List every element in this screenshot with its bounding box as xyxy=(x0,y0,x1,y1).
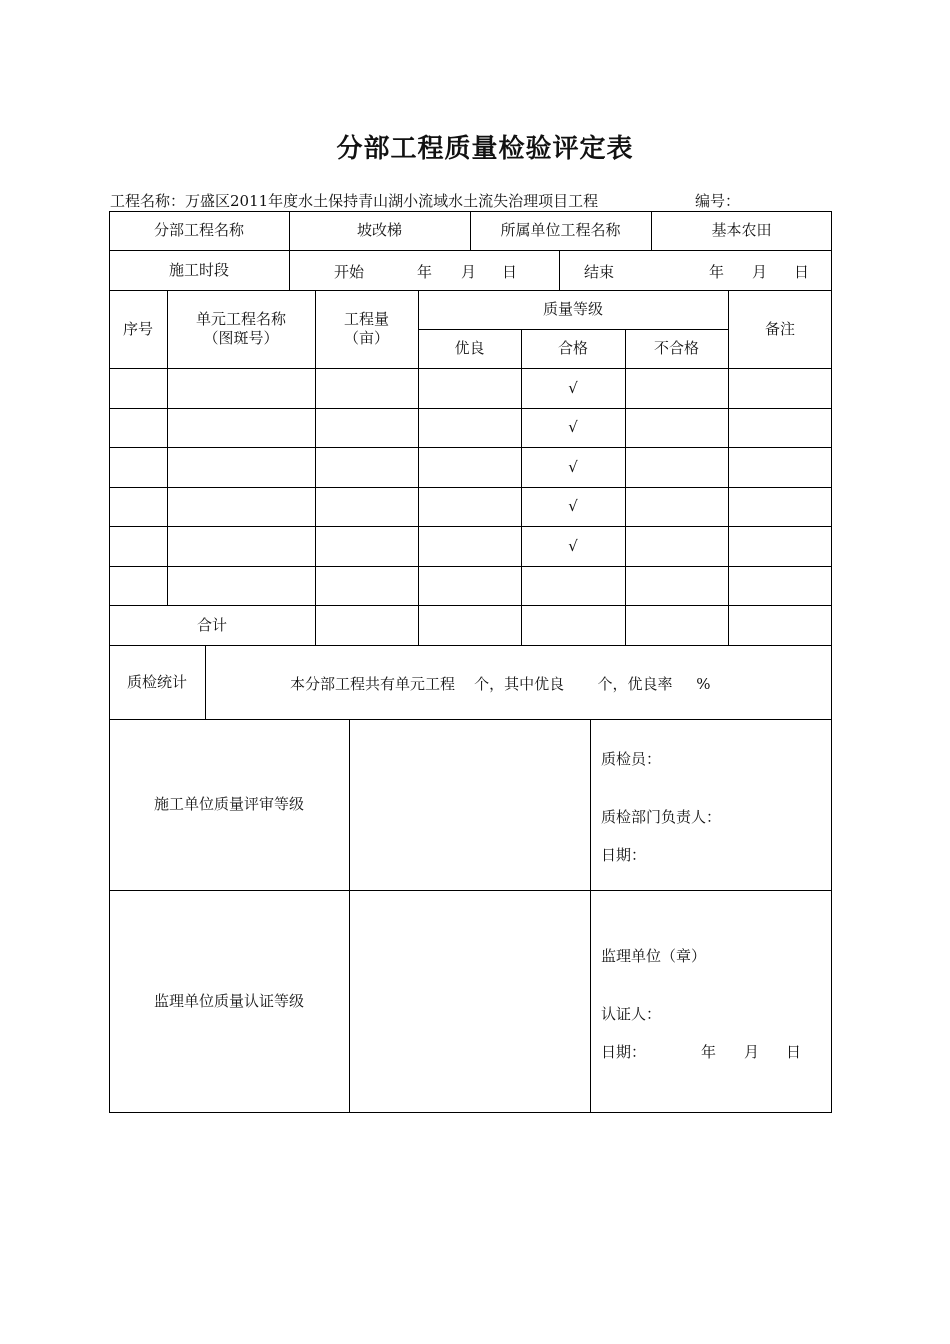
start-label: 开始 xyxy=(334,263,365,281)
col-unqualified-header: 不合格 xyxy=(653,339,699,357)
end-day-label: 日 xyxy=(794,263,810,281)
qualified-check-row-4: √ xyxy=(568,497,578,515)
number-label: 编号： xyxy=(695,192,741,210)
inspector-label: 质检员： xyxy=(601,750,662,768)
construction-unit-grade-label: 施工单位质量评审等级 xyxy=(153,795,304,813)
col-excellent-header: 优良 xyxy=(454,339,485,357)
start-month-label: 月 xyxy=(461,263,477,281)
construction-period-label: 施工时段 xyxy=(168,260,229,279)
unit-project-name-value: 基本农田 xyxy=(711,221,772,239)
col-qualified-header: 合格 xyxy=(557,339,588,357)
quality-stats-label: 质检统计 xyxy=(126,672,187,691)
dept-head-label: 质检部门负责人： xyxy=(601,808,722,826)
sub-project-name-value: 坡改梯 xyxy=(356,221,402,239)
construction-date-label: 日期： xyxy=(601,846,647,864)
col-quantity-header xyxy=(315,290,418,368)
supervision-seal-label: 监理单位（章） xyxy=(601,947,707,965)
col-unit-name-header xyxy=(167,290,315,368)
project-name-label: 工程名称：万盛区2011年度水土保持青山湖小流域水土流失治理项目工程 xyxy=(110,192,599,210)
start-year-label: 年 xyxy=(417,263,433,281)
supervision-year-label: 年 xyxy=(701,1043,717,1061)
supervision-month-label: 月 xyxy=(744,1043,760,1061)
start-day-label: 日 xyxy=(502,263,518,281)
unit-project-name-label: 所属单位工程名称 xyxy=(500,221,621,239)
supervision-date-label: 日期： xyxy=(601,1043,647,1061)
end-year-label: 年 xyxy=(709,263,725,281)
end-month-label: 月 xyxy=(752,263,768,281)
total-label: 合计 xyxy=(196,615,227,634)
qualified-check-row-1: √ xyxy=(568,378,578,397)
supervision-unit-grade-label: 监理单位质量认证等级 xyxy=(153,992,304,1010)
qualified-check-row-3: √ xyxy=(568,457,578,476)
quality-stats-text: 本分部工程共有单元工程 个，其中优良 个，优良率 % xyxy=(290,675,711,693)
certifier-label: 认证人： xyxy=(601,1005,662,1023)
sub-project-name-label: 分部工程名称 xyxy=(153,221,244,239)
page-title: 分部工程质量检验评定表 xyxy=(336,134,634,164)
end-label: 结束 xyxy=(584,263,615,281)
col-unit-name-line1: 单元工程名称 xyxy=(195,310,286,328)
col-quantity-line2: （亩） xyxy=(343,329,389,347)
qualified-check-row-2: √ xyxy=(568,418,578,436)
col-seq-header: 序号 xyxy=(122,319,153,338)
col-unit-name-line2: （图斑号） xyxy=(203,329,279,347)
col-remarks-header: 备注 xyxy=(764,319,795,338)
supervision-day-label: 日 xyxy=(786,1043,802,1061)
col-grade-header: 质量等级 xyxy=(542,300,603,318)
col-quantity-line1: 工程量 xyxy=(343,310,389,328)
qualified-check-row-5: √ xyxy=(568,536,578,555)
